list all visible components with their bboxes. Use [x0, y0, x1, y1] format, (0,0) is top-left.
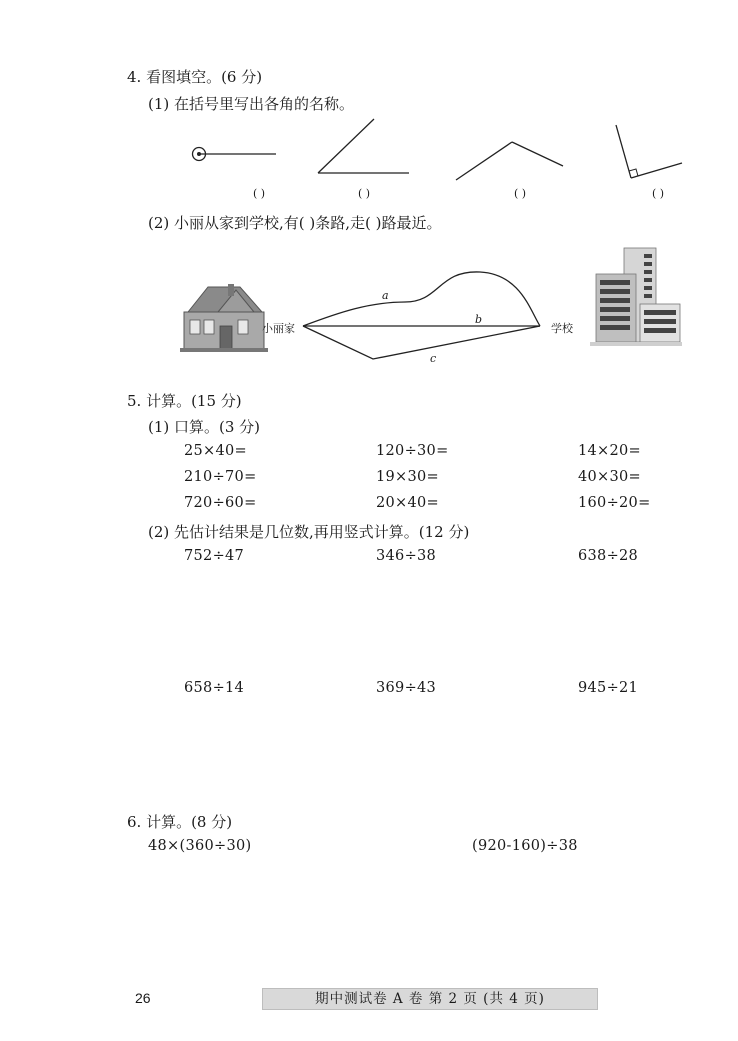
- oral-calc: 720÷60=: [184, 495, 257, 511]
- q6-item-2: (920-160)÷38: [472, 838, 578, 854]
- oral-calc: 160÷20=: [578, 495, 651, 511]
- path-c: [303, 326, 540, 359]
- obtuse-angle-figure: [456, 142, 563, 180]
- q4-part2: (2) 小丽从家到学校,有( )条路,走( )路最近。: [148, 214, 442, 232]
- vertical-calc: 369÷43: [376, 680, 437, 696]
- oral-calc: 14×20=: [578, 443, 642, 459]
- q5-part2: (2) 先估计结果是几位数,再用竖式计算。(12 分): [148, 523, 470, 541]
- path-a-label: a: [382, 289, 389, 302]
- right-angle-figure: [616, 125, 682, 178]
- q6-item-1: 48×(360÷30): [148, 838, 252, 854]
- path-c-label: c: [430, 352, 437, 365]
- q5-part1: (1) 口算。(3 分): [148, 418, 261, 436]
- acute-angle-figure: [318, 119, 409, 173]
- vertical-calc: 346÷38: [376, 548, 437, 564]
- footer-banner: 期中测试卷 A 卷 第 2 页 (共 4 页): [262, 988, 598, 1010]
- oral-calc: 19×30=: [376, 469, 440, 485]
- oral-calc: 25×40=: [184, 443, 248, 459]
- vertical-calc: 945÷21: [578, 680, 639, 696]
- vertical-calc: 752÷47: [184, 548, 245, 564]
- oral-calc: 20×40=: [376, 495, 440, 511]
- school-building-illustration: [588, 246, 684, 350]
- oral-calc: 120÷30=: [376, 443, 449, 459]
- path-a: [303, 272, 540, 326]
- q6-title: 6. 计算。(8 分): [127, 813, 233, 831]
- oral-calc: 210÷70=: [184, 469, 257, 485]
- q5-title: 5. 计算。(15 分): [127, 392, 242, 410]
- path-b-label: b: [475, 313, 483, 326]
- angle-figures: [0, 0, 738, 200]
- q4-part1: (1) 在括号里写出各角的名称。: [148, 95, 355, 113]
- angle-blank-3: ( ): [514, 187, 527, 200]
- school-label: 学校: [551, 322, 573, 335]
- round-angle-figure: [193, 148, 277, 161]
- vertical-calc: 658÷14: [184, 680, 245, 696]
- oral-calc: 40×30=: [578, 469, 642, 485]
- angle-blank-2: ( ): [358, 187, 371, 200]
- q4-title: 4. 看图填空。(6 分): [127, 68, 263, 86]
- home-label: 小丽家: [262, 322, 295, 335]
- angle-blank-4: ( ): [652, 187, 665, 200]
- vertical-calc: 638÷28: [578, 548, 639, 564]
- angle-blank-1: ( ): [253, 187, 266, 200]
- page-number: 26: [135, 990, 151, 1006]
